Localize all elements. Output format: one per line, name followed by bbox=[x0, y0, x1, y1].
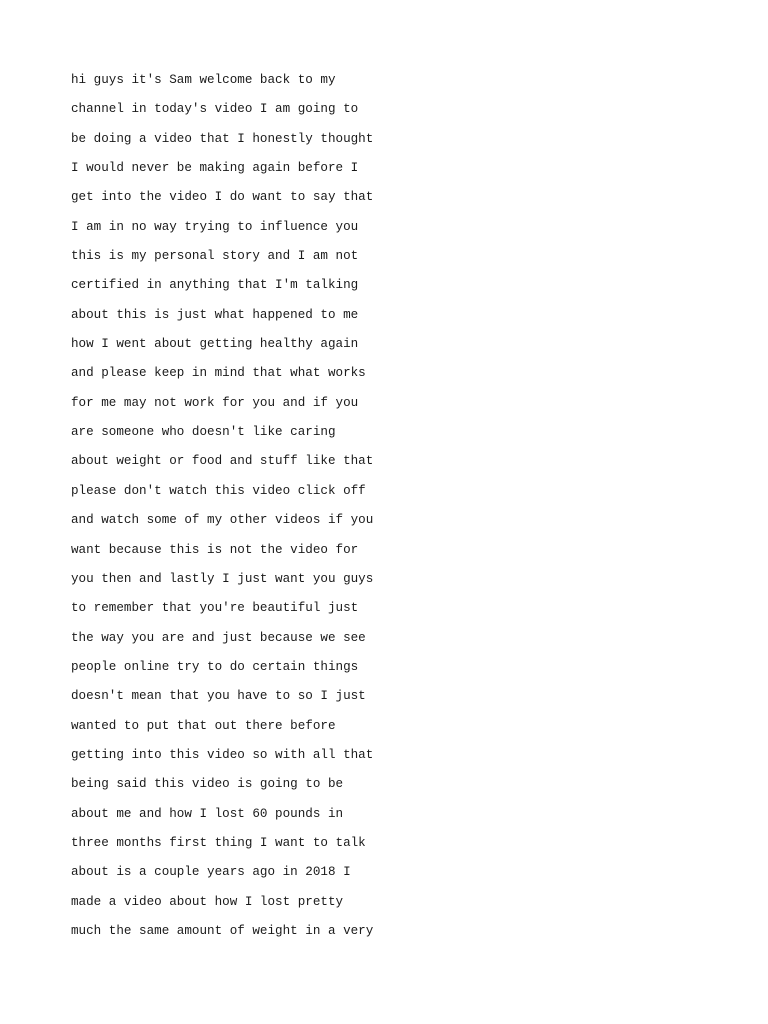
transcript-line: are someone who doesn't like caring bbox=[71, 425, 336, 440]
transcript-line: channel in today's video I am going to bbox=[71, 102, 359, 117]
transcript-line: you then and lastly I just want you guys bbox=[71, 571, 374, 586]
transcript-line: how I went about getting healthy again bbox=[71, 337, 359, 352]
transcript-line: and watch some of my other videos if you bbox=[71, 513, 374, 528]
transcript-text bbox=[71, 69, 373, 949]
transcript-line: much the same amount of weight in a very bbox=[71, 923, 374, 938]
transcript-line: and please keep in mind that what works bbox=[71, 366, 366, 381]
transcript-line: this is my personal story and I am not bbox=[71, 249, 359, 264]
transcript-line: hi guys it's Sam welcome back to my bbox=[71, 73, 336, 87]
transcript-line: certified in anything that I'm talking bbox=[71, 278, 359, 293]
transcript-line: get into the video I do want to say that bbox=[71, 190, 374, 205]
transcript-line: the way you are and just because we see bbox=[71, 630, 366, 645]
transcript-line: three months first thing I want to talk bbox=[71, 835, 366, 850]
transcript-line: about is a couple years ago in 2018 I bbox=[71, 865, 351, 880]
transcript-line: about this is just what happened to me bbox=[71, 307, 359, 322]
transcript-line: be doing a video that I honestly thought bbox=[71, 131, 374, 146]
transcript-line: about me and how I lost 60 pounds in bbox=[71, 806, 344, 821]
transcript-line: want because this is not the video for bbox=[71, 542, 359, 557]
transcript-line: I am in no way trying to influence you bbox=[71, 219, 359, 234]
transcript-line: doesn't mean that you have to so I just bbox=[71, 689, 366, 704]
transcript-line: to remember that you're beautiful just bbox=[71, 601, 359, 616]
transcript-line: being said this video is going to be bbox=[71, 777, 344, 792]
transcript-line: please don't watch this video click off bbox=[71, 483, 366, 498]
transcript-line: for me may not work for you and if you bbox=[71, 395, 359, 410]
transcript-line: made a video about how I lost pretty bbox=[71, 894, 344, 909]
transcript-line: about weight or food and stuff like that bbox=[71, 454, 374, 469]
transcript-line: getting into this video so with all that bbox=[71, 747, 374, 762]
transcript-line: people online try to do certain things bbox=[71, 659, 359, 674]
transcript-line: wanted to put that out there before bbox=[71, 718, 336, 733]
transcript-line: I would never be making again before I bbox=[71, 161, 359, 176]
